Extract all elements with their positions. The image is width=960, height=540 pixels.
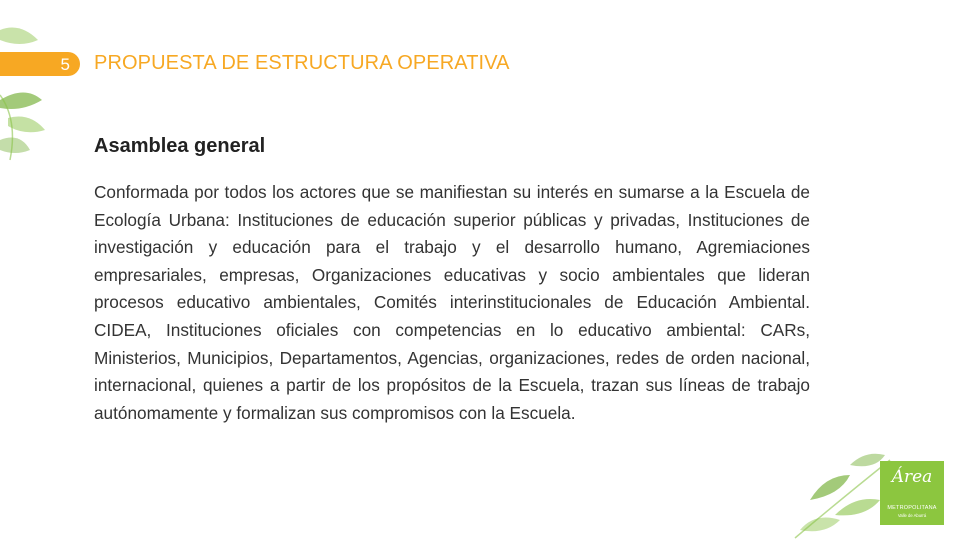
slide-subtitle: Asamblea general	[94, 135, 266, 157]
slide-title: PROPUESTA DE ESTRUCTURA OPERATIVA	[94, 52, 510, 74]
area-metropolitana-logo	[880, 461, 944, 525]
body-paragraph: Conformada por todos los actores que se manifiestan su interés en sumarse a la Escuela de Ecología Urbana: Instituciones de educación superior públicas y privadas, Instituciones de investigación y educación para el trabajo y el desarrollo humano, Agremiaciones empresariales, empresas, Organizaciones educativas y socio ambientales que lideran procesos educativo ambientales, Comités interinstitucionales de Educación Ambiental. CIDEA, Instituciones oficiales con competencias en lo educativo ambiental: CARs, Ministerios, Municipios, Departamentos, Agencias, organizaciones, redes de orden nacional, internacional, quienes a partir de los propósitos de la Escuela, trazan sus líneas de trabajo autónomamente y formalizan sus compromisos con la Escuela.	[94, 182, 810, 423]
logo-line1: METROPOLITANA	[887, 505, 937, 511]
logo-line2: Valle de Aburrá	[897, 513, 927, 518]
section-number-tab	[0, 52, 80, 76]
logo-word: Área	[891, 467, 933, 487]
section-number: 5	[60, 55, 70, 74]
leaves-decoration-left	[0, 0, 70, 200]
